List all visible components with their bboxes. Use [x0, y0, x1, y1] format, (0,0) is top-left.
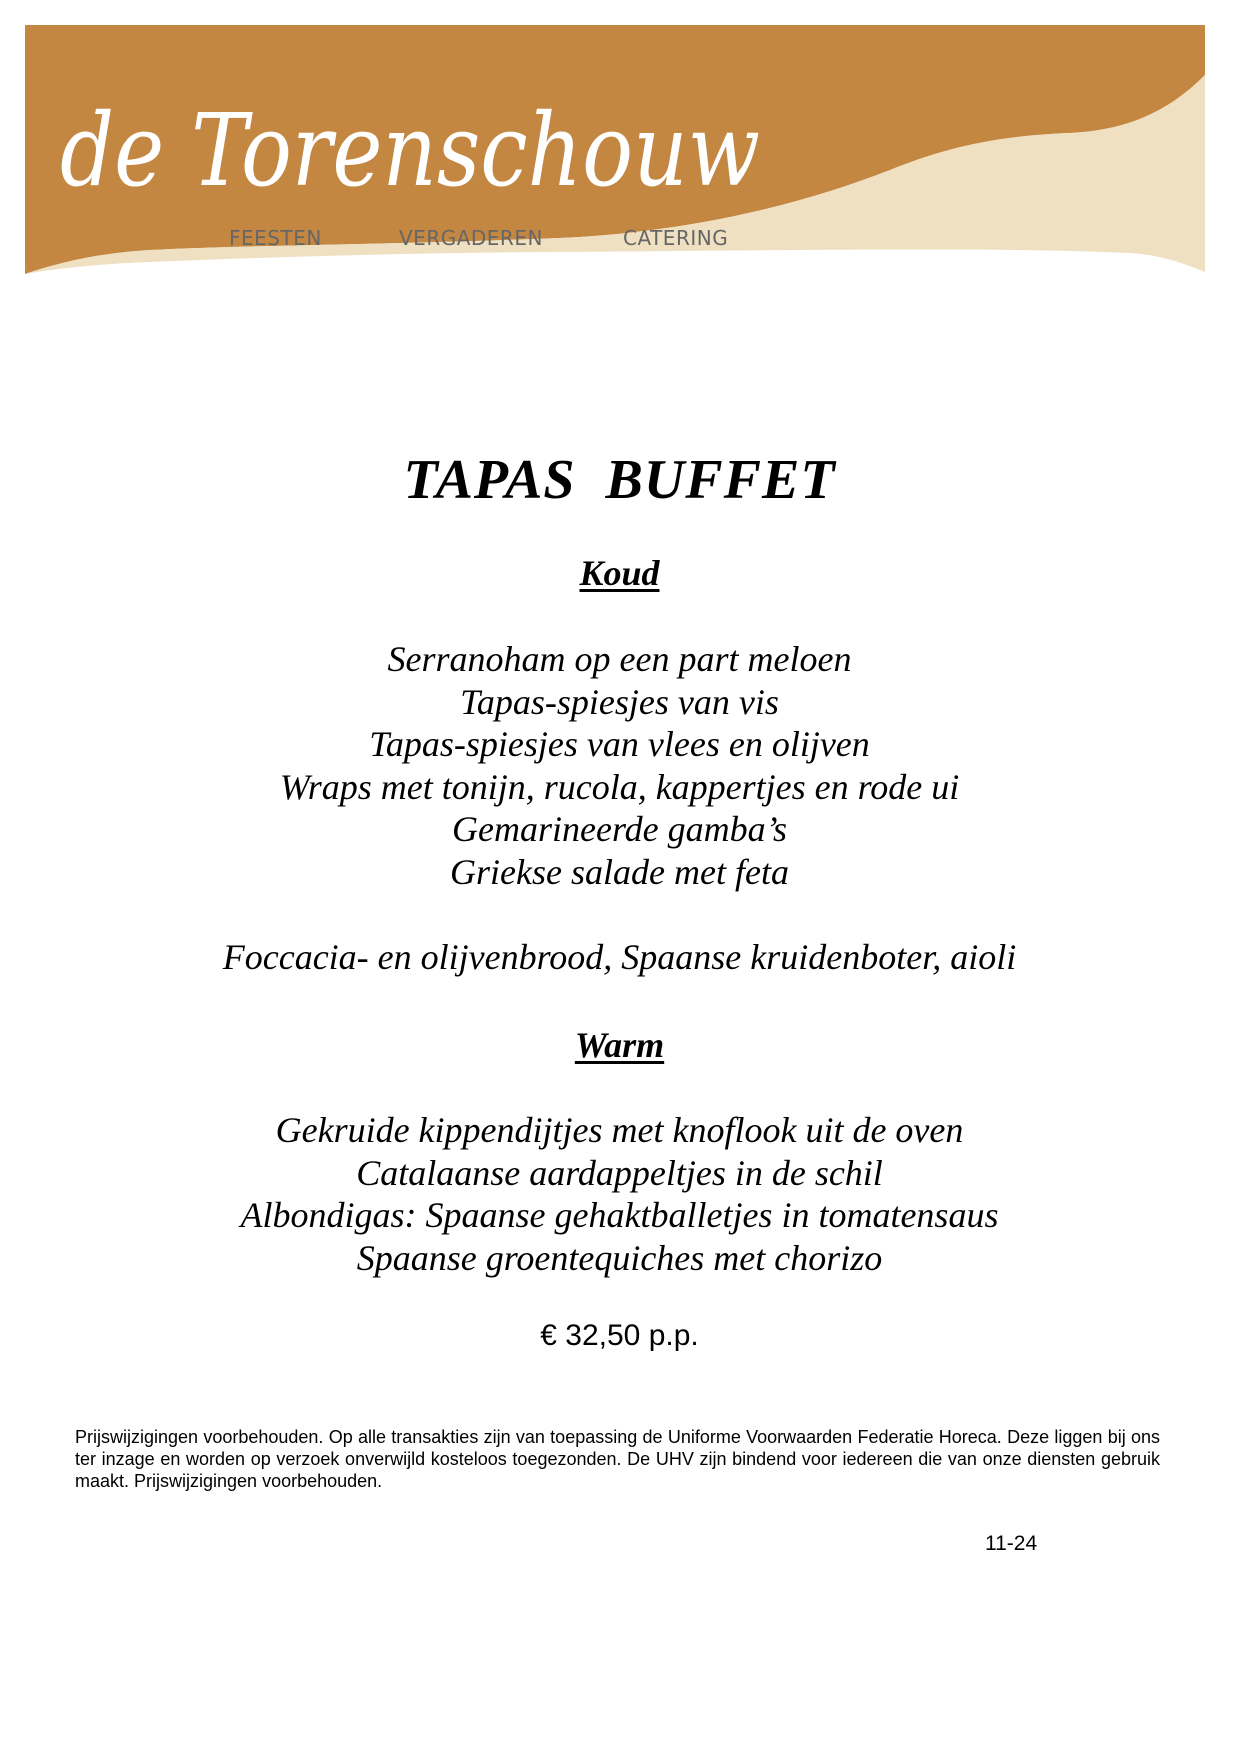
price-per-person: € 32,50 p.p.	[540, 1319, 699, 1352]
warm-heading	[0, 1024, 1239, 1066]
terms-disclaimer: Prijswijzigingen voorbehouden. Op alle transakties zijn van toepassing de Uniforme Voorwaarden Federatie Horeca. Deze liggen bij ons ter inzage en worden op verzoek onverwijld kosteloos toegezonden. De UHV zijn bindend voor iedereen die van onze diensten gebruik maakt. Prijswijzigingen voorbehouden.	[75, 1427, 1160, 1491]
brand-logo: de Torenschouw	[60, 92, 760, 209]
cold-dish: Tapas-spiesjes van vis	[460, 681, 779, 722]
warm-dish: Catalaanse aardappeltjes in de schil	[356, 1152, 883, 1193]
warm-heading-text: Warm	[574, 1025, 665, 1065]
cold-dish: Wraps met tonijn, rucola, kappertjes en rode ui	[279, 766, 960, 807]
warm-dish: Gekruide kippendijtjes met knoflook uit de oven	[275, 1110, 964, 1150]
warm-dish: Spaanse groentequiches met chorizo	[356, 1237, 883, 1278]
menu-title: TAPAS BUFFET	[403, 449, 836, 511]
cold-dish: Tapas-spiesjes van vlees en olijven	[369, 724, 870, 764]
cold-heading	[0, 552, 1239, 594]
warm-dish-list	[0, 1109, 1239, 1279]
cold-heading-text: Koud	[579, 553, 660, 593]
cold-dish: Serranoham op een part meloen	[387, 639, 852, 679]
document-code: 11-24	[985, 1532, 1038, 1555]
tagline-catering: CATERING	[623, 226, 729, 250]
cold-dish: Gemarineerde gamba’s	[452, 809, 787, 849]
cold-dish-list	[0, 638, 1239, 893]
warm-dish: Albondigas: Spaanse gehaktballetjes in tomatensaus	[240, 1195, 999, 1235]
cold-dish: Griekse salade met feta	[450, 851, 789, 892]
letterhead-banner	[0, 0, 1239, 300]
tagline-vergaderen: VERGADEREN	[399, 226, 543, 250]
banner-graphic	[0, 0, 1239, 300]
tagline-feesten: FEESTEN	[229, 226, 322, 250]
bread-line: Foccacia- en olijvenbrood, Spaanse kruidenboter, aioli	[222, 937, 1017, 977]
